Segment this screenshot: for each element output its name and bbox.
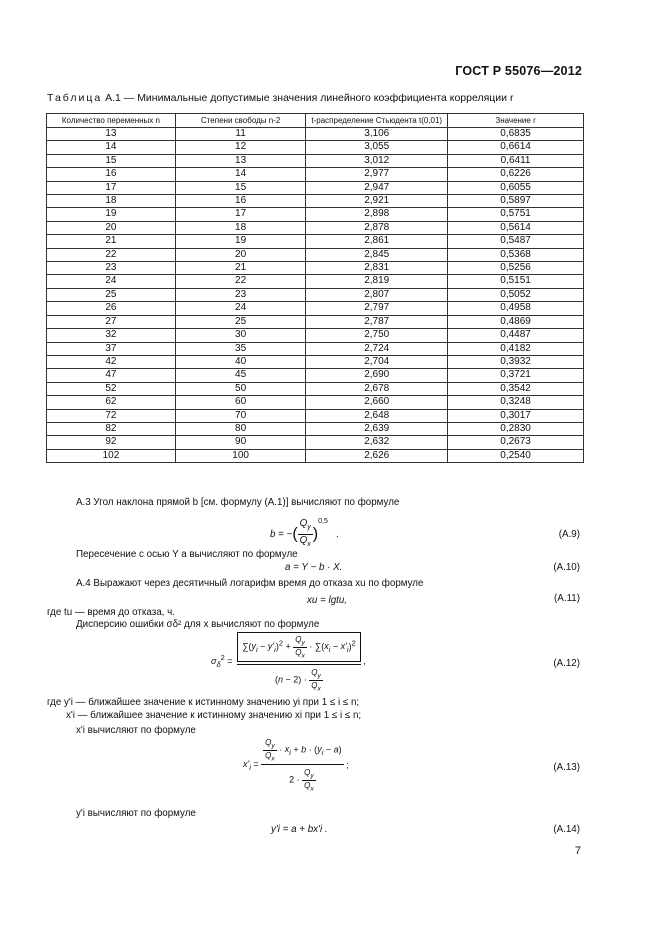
table-row xyxy=(47,288,584,301)
table-cell: 0,2830 xyxy=(448,422,584,435)
table-cell: 0,6614 xyxy=(448,141,584,154)
table-row xyxy=(47,315,584,328)
table-cell: 2,724 xyxy=(306,342,448,355)
table-cell: 23 xyxy=(175,288,305,301)
table-cell: 2,947 xyxy=(306,181,448,194)
table-row xyxy=(47,449,584,462)
table-row xyxy=(47,396,584,409)
column-header: Значение r xyxy=(448,114,584,128)
table-cell: 0,6835 xyxy=(448,128,584,141)
table-cell: 2,845 xyxy=(306,248,448,261)
equation-number: (А.12) xyxy=(553,658,580,669)
equation-number: (А.11) xyxy=(554,593,580,604)
table-cell: 0,6226 xyxy=(448,168,584,181)
table-cell: 0,5368 xyxy=(448,248,584,261)
equation-a14: y'i = a + bx'i . xyxy=(271,824,328,835)
table-row xyxy=(47,141,584,154)
table-cell: 0,5487 xyxy=(448,235,584,248)
table-row xyxy=(47,208,584,221)
table-cell: 19 xyxy=(175,235,305,248)
table-row xyxy=(47,221,584,234)
table-cell: 100 xyxy=(175,449,305,462)
table-cell: 2,678 xyxy=(306,382,448,395)
table-cell: 2,861 xyxy=(306,235,448,248)
table-cell: 21 xyxy=(47,235,176,248)
equation-number: (А.13) xyxy=(553,762,580,773)
table-row xyxy=(47,154,584,167)
table-cell: 2,648 xyxy=(306,409,448,422)
column-header: t-распределение Стьюдента t(0,01) xyxy=(306,114,448,128)
table-cell: 2,750 xyxy=(306,329,448,342)
table-cell: 2,898 xyxy=(306,208,448,221)
table-cell: 24 xyxy=(47,275,176,288)
table-cell: 72 xyxy=(47,409,176,422)
table-cell: 15 xyxy=(47,154,176,167)
table-cell: 17 xyxy=(47,181,176,194)
equation-a9: b = −( $\frac{Q_y}{Q_x}$ )$^{0,5}$ . xyxy=(270,517,339,548)
table-cell: 24 xyxy=(175,302,305,315)
table-cell: 0,3248 xyxy=(448,396,584,409)
table-cell: 32 xyxy=(47,329,176,342)
table-cell: 2,690 xyxy=(306,369,448,382)
table-cell: 0,5256 xyxy=(448,262,584,275)
column-header: Количество переменных n xyxy=(47,114,176,128)
table-cell: 30 xyxy=(175,329,305,342)
table-cell: 0,4182 xyxy=(448,342,584,355)
table-cell: 2,807 xyxy=(306,288,448,301)
table-row xyxy=(47,382,584,395)
table-row xyxy=(47,235,584,248)
table-cell: 19 xyxy=(47,208,176,221)
table-row xyxy=(47,409,584,422)
table-caption xyxy=(47,92,513,104)
table-cell: 90 xyxy=(175,436,305,449)
table-cell: 0,5614 xyxy=(448,221,584,234)
table-cell: 18 xyxy=(175,221,305,234)
table-cell: 2,831 xyxy=(306,262,448,275)
table-cell: 25 xyxy=(175,315,305,328)
table-row xyxy=(47,329,584,342)
table-cell: 0,3721 xyxy=(448,369,584,382)
table-cell: 3,012 xyxy=(306,154,448,167)
paragraph-x-calc: x'i вычисляют по формуле xyxy=(76,725,196,736)
paragraph-y-calc: y'i вычисляют по формуле xyxy=(76,808,196,819)
table-cell: 11 xyxy=(175,128,305,141)
table-cell: 27 xyxy=(47,315,176,328)
table-cell: 20 xyxy=(47,221,176,234)
table-cell: 12 xyxy=(175,141,305,154)
table-row xyxy=(47,369,584,382)
table-cell: 50 xyxy=(175,382,305,395)
table-cell: 102 xyxy=(47,449,176,462)
table-cell: 2,787 xyxy=(306,315,448,328)
table-row xyxy=(47,302,584,315)
column-header: Степени свободы n-2 xyxy=(175,114,305,128)
table-cell: 18 xyxy=(47,195,176,208)
page-number: 7 xyxy=(574,845,581,857)
table-row xyxy=(47,436,584,449)
table-cell: 3,106 xyxy=(306,128,448,141)
table-cell: 0,4869 xyxy=(448,315,584,328)
table-cell: 16 xyxy=(175,195,305,208)
equation-number: (А.9) xyxy=(558,529,580,540)
table-cell: 20 xyxy=(175,248,305,261)
table-cell: 0,5151 xyxy=(448,275,584,288)
paragraph-x-def: x'i — ближайшее значение к истинному значению xi при 1 ≤ i ≤ n; xyxy=(66,710,362,721)
table-cell: 0,4958 xyxy=(448,302,584,315)
table-cell: 23 xyxy=(47,262,176,275)
table-caption-text: А.1 — Минимальные допустимые значения линейного коэффициента корреляции r xyxy=(105,92,514,104)
standard-number: ГОСТ Р 55076—2012 xyxy=(455,64,582,78)
table-header-row xyxy=(47,114,584,128)
table-cell: 17 xyxy=(175,208,305,221)
equation-number: (А.10) xyxy=(553,562,580,573)
table-cell: 2,632 xyxy=(306,436,448,449)
table-cell: 2,819 xyxy=(306,275,448,288)
table-cell: 37 xyxy=(47,342,176,355)
table-cell: 42 xyxy=(47,355,176,368)
correlation-table xyxy=(46,113,584,463)
paragraph-where-tu: где tu — время до отказа, ч. xyxy=(47,607,175,618)
table-cell: 60 xyxy=(175,396,305,409)
table-row xyxy=(47,342,584,355)
table-cell: 21 xyxy=(175,262,305,275)
table-cell: 0,6411 xyxy=(448,154,584,167)
table-cell: 47 xyxy=(47,369,176,382)
table-cell: 22 xyxy=(47,248,176,261)
equation-number: (А.14) xyxy=(553,824,580,835)
table-cell: 26 xyxy=(47,302,176,315)
table-row xyxy=(47,168,584,181)
table-cell: 2,977 xyxy=(306,168,448,181)
table-row xyxy=(47,262,584,275)
table-cell: 2,878 xyxy=(306,221,448,234)
table-cell: 80 xyxy=(175,422,305,435)
table-cell: 2,797 xyxy=(306,302,448,315)
table-cell: 0,3542 xyxy=(448,382,584,395)
table-cell: 0,4487 xyxy=(448,329,584,342)
table-cell: 2,626 xyxy=(306,449,448,462)
table-row xyxy=(47,355,584,368)
equation-a10: a = Y − b · X. xyxy=(285,562,343,573)
table-cell: 0,5751 xyxy=(448,208,584,221)
table-row xyxy=(47,422,584,435)
table-cell: 45 xyxy=(175,369,305,382)
table-cell: 52 xyxy=(47,382,176,395)
table-caption-prefix: Таблица xyxy=(47,92,103,104)
table-cell: 0,2673 xyxy=(448,436,584,449)
table-cell: 16 xyxy=(47,168,176,181)
paragraph-dispersion: Дисперсию ошибки σδ² для x вычисляют по формуле xyxy=(76,619,320,630)
table-cell: 14 xyxy=(175,168,305,181)
table-cell: 0,3017 xyxy=(448,409,584,422)
table-cell: 40 xyxy=(175,355,305,368)
table-cell: 0,2540 xyxy=(448,449,584,462)
table-cell: 15 xyxy=(175,181,305,194)
equation-a12: $\sigma_\delta^2$ = $\sum(y_i - y'_i)^2$ + $\frac{Q_y}{Q_x}$ · $\sum(x_i - x'_i)^2$ (n − 2) · $\frac{Q_y}{Q_x}$ , xyxy=(211,630,366,692)
table-cell: 3,055 xyxy=(306,141,448,154)
table-cell: 14 xyxy=(47,141,176,154)
table-cell: 2,704 xyxy=(306,355,448,368)
table-cell: 0,5052 xyxy=(448,288,584,301)
table-cell: 22 xyxy=(175,275,305,288)
table-cell: 2,639 xyxy=(306,422,448,435)
table-cell: 62 xyxy=(47,396,176,409)
paragraph-where-y: где y'i — ближайшее значение к истинному значению yi при 1 ≤ i ≤ n; xyxy=(47,697,360,708)
table-row xyxy=(47,275,584,288)
table-cell: 13 xyxy=(47,128,176,141)
table-cell: 70 xyxy=(175,409,305,422)
table-cell: 0,6055 xyxy=(448,181,584,194)
paragraph-intersect: Пересечение с осью Y a вычисляют по формуле xyxy=(76,549,298,560)
table-cell: 82 xyxy=(47,422,176,435)
table-row xyxy=(47,181,584,194)
table-row xyxy=(47,195,584,208)
table-cell: 0,3932 xyxy=(448,355,584,368)
table-cell: 25 xyxy=(47,288,176,301)
paragraph-a3: А.3 Угол наклона прямой b [см. формулу (А.1)] вычисляют по формуле xyxy=(76,497,400,508)
equation-a13: $x'_i$ = $\frac{Q_y}{Q_x}$ · $x_i + b \cdot (y_i - a)$ 2 · $\frac{Q_y}{Q_x}$ ; xyxy=(243,738,349,793)
table-cell: 35 xyxy=(175,342,305,355)
table-row xyxy=(47,248,584,261)
table-row xyxy=(47,128,584,141)
table-cell: 0,5897 xyxy=(448,195,584,208)
table-cell: 2,921 xyxy=(306,195,448,208)
table-cell: 13 xyxy=(175,154,305,167)
table-cell: 92 xyxy=(47,436,176,449)
paragraph-a4: А.4 Выражают через десятичный логарифм время до отказа xu по формуле xyxy=(76,578,424,589)
equation-a11: xu = lgtu, xyxy=(307,595,348,606)
table-cell: 2,660 xyxy=(306,396,448,409)
